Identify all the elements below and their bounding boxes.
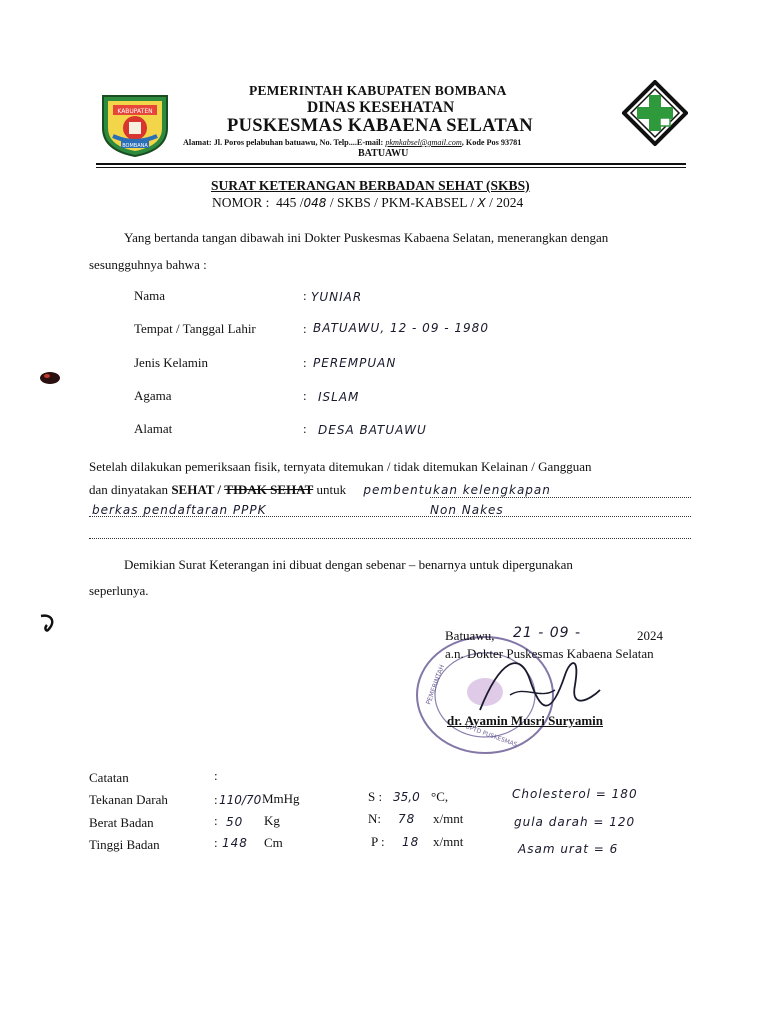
header-rule-thick [96,163,686,165]
pulse-label: N: [368,811,381,826]
weight-label: Berat Badan [89,815,154,830]
bp-value: 110/70 [219,793,262,807]
purpose-handwritten-3: Non Nakes [430,503,504,517]
facility-address: Alamat: Jl. Poros pelabuhan batuawu, No. Telp....E-mail: pkmkabsel@gmail.com, Kode Pos 93781 [183,138,522,147]
facility-name: PUSKESMAS KABAENA SELATAN [227,116,533,136]
bp-colon: : [214,792,218,807]
temp-value: 35,0 [393,790,420,804]
scan-edge-mark [36,612,58,634]
height-value: 148 [222,836,248,850]
department-name: DINAS KESEHATAN [307,99,455,116]
government-name: PEMERINTAH KABUPATEN BOMBANA [249,83,507,98]
logo-top-text: KABUPATEN [117,108,153,115]
field-label-religion: Agama [134,388,172,403]
field-colon: : [303,388,307,403]
field-label-address: Alamat [134,421,173,436]
notes-label: Catatan [89,770,129,785]
field-colon: : [303,288,307,303]
height-colon: : [214,835,218,850]
header-rule-thin [96,167,686,168]
facility-email: pkmkabsel@gmail.com [385,138,462,147]
result-line-1: Setelah dilakukan pemeriksaan fisik, ternyata ditemukan / tidak ditemukan Kelainan / Gangguan [89,459,592,474]
temp-label: S : [368,789,383,804]
dotted-line [89,516,691,517]
document-title: SURAT KETERANGAN BERBADAN SEHAT (SKBS) [211,178,530,193]
doctor-name: dr. Ayamin Musri Suryamin [447,713,604,728]
svg-text:BOMBANA: BOMBANA [122,143,148,149]
closing-line-1: Demikian Surat Keterangan ini dibuat dengan sebenar – benarnya untuk dipergunakan [124,557,573,572]
svg-text:UPTD PUSKESMAS: UPTD PUSKESMAS [464,723,519,749]
not-healthy-label: TIDAK SEHAT [224,482,314,497]
field-value-religion: ISLAM [318,390,360,404]
resp-label: P : [371,834,385,849]
signature-on-behalf: a.n. Dokter Puskesmas Kabaena Selatan [445,646,654,661]
notes-colon: : [214,768,218,783]
purpose-handwritten-2: berkas pendaftaran PPPK [92,503,267,517]
height-unit: Cm [264,835,283,850]
height-label: Tinggi Badan [89,837,160,852]
field-value-gender: PEREMPUAN [313,356,397,370]
weight-value: 50 [226,815,244,829]
result-line-2: dan dinyatakan SEHAT / TIDAK SEHAT untuk pembentukan kelengkapan [89,482,551,497]
resp-unit: x/mnt [433,834,464,849]
uric-acid-note: Asam urat = 6 [518,842,619,856]
facility-village: BATUAWU [358,148,409,159]
field-colon: : [303,321,307,336]
field-value-birth: BATUAWU, 12 - 09 - 1980 [313,321,489,335]
field-value-address: DESA BATUAWU [318,423,427,437]
resp-value: 18 [402,835,420,849]
puskesmas-logo [622,80,688,146]
pulse-unit: x/mnt [433,811,464,826]
bombana-regency-logo [97,88,173,158]
weight-unit: Kg [264,813,280,828]
signature-date-handwritten: 21 - 09 - [513,625,582,641]
bp-unit: MmHg [262,791,300,806]
field-value-name: YUNIAR [311,290,363,304]
dotted-line [89,538,691,539]
intro-line-2: sesungguhnya bahwa : [89,257,207,272]
pulse-value: 78 [398,812,416,826]
field-label-gender: Jenis Kelamin [134,355,209,370]
dotted-line [430,497,691,498]
cholesterol-note: Cholesterol = 180 [512,787,638,801]
healthy-label: SEHAT / [171,482,222,497]
closing-line-2: seperlunya. [89,583,149,598]
field-colon: : [303,355,307,370]
temp-unit: °C, [431,789,449,804]
field-label-birth: Tempat / Tanggal Lahir [134,321,256,336]
weight-colon: : [214,813,218,828]
svg-text:PEMERINTAH: PEMERINTAH [424,663,447,706]
number-month: X [477,196,486,210]
field-colon: : [303,421,307,436]
purpose-handwritten-1: pembentukan kelengkapan [363,483,551,497]
scan-hole-mark [38,370,62,386]
document-number: NOMOR : 445 /048 / SKBS / PKM-KABSEL / X / 2024 [212,195,524,210]
bp-label: Tekanan Darah [89,792,168,807]
number-handwritten: 048 [303,196,327,210]
signature-year: 2024 [637,628,663,643]
intro-line-1: Yang bertanda tangan dibawah ini Dokter Puskesmas Kabaena Selatan, menerangkan dengan [124,230,609,245]
blood-sugar-note: gula darah = 120 [514,815,636,829]
field-label-name: Nama [134,288,166,303]
signature-place: Batuawu, [445,628,495,643]
